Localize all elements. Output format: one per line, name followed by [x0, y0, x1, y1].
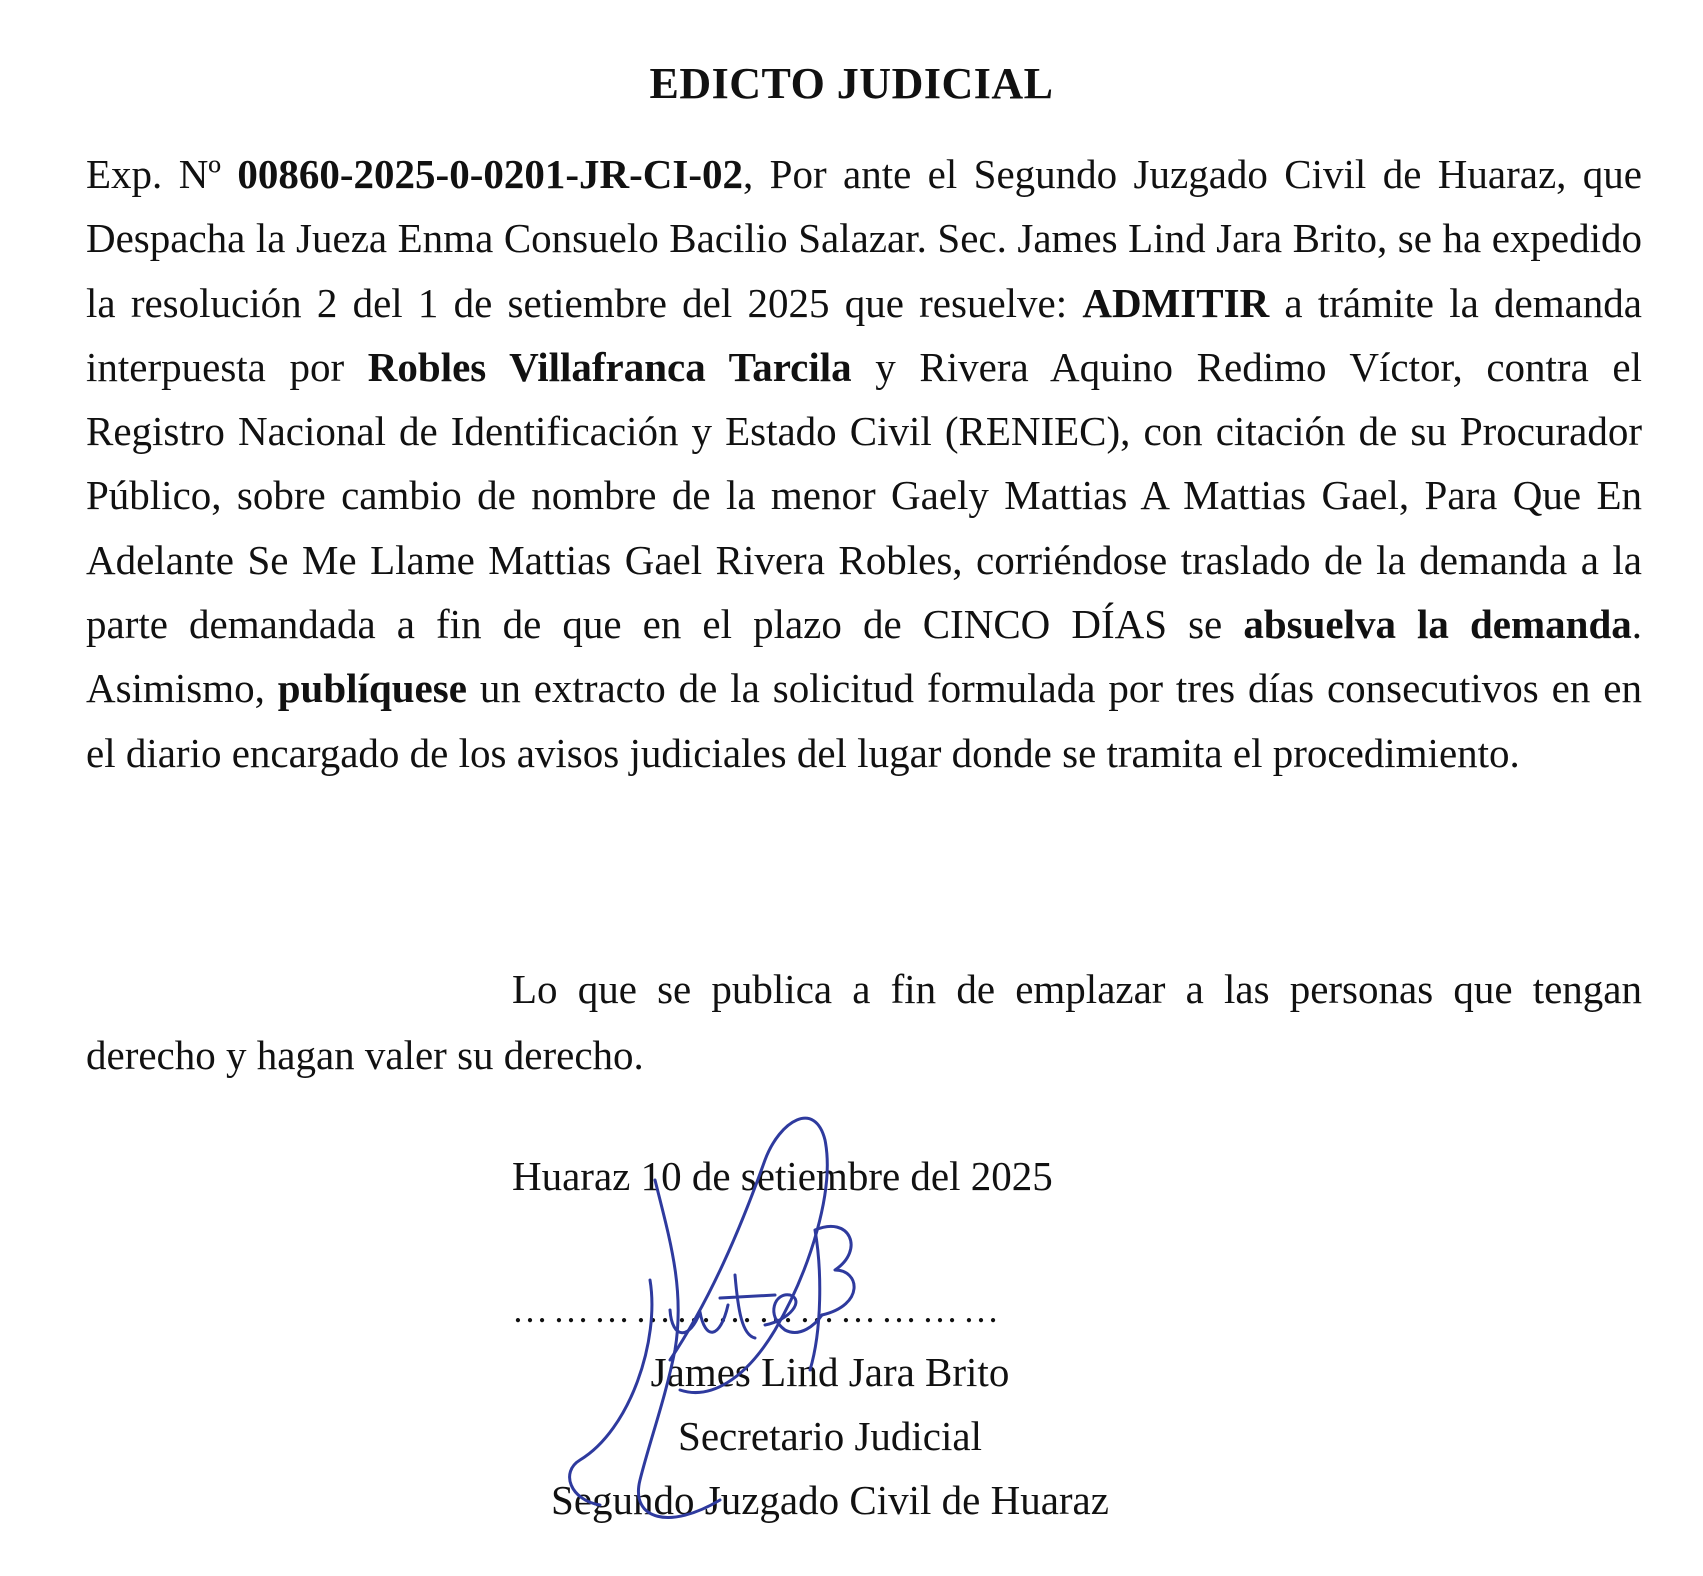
absuelva-phrase: absuelva la demanda: [1243, 601, 1632, 648]
place-date: Huaraz 10 de setiembre del 2025: [512, 1153, 1053, 1199]
body-text-1: Exp. Nº: [86, 151, 238, 197]
body-text-2: , Por ante el Segundo Juzgado Civil de Huaraz, que Despacha la Jueza Enma Consuelo Bacilio Salazar. Sec. James Lind Jara Brito, se ha expedido la resolución 2 del 1 de setiembre del 2025 que resuelve:: [86, 151, 1642, 326]
signer-name: James Lind Jara Brito: [650, 1349, 1010, 1395]
closing-paragraph: Lo que se publica a fin de emplazar a las personas que tengan derecho y hagan valer su derecho.: [86, 966, 1642, 1078]
edict-body: [86, 142, 1642, 785]
body-text-5: . Asimismo,: [86, 601, 1642, 712]
body-text-4: y Rivera Aquino Redimo Víctor, contra el Registro Nacional de Identificación y Estado Civil (RENIEC), con citación de su Procurador Público, sobre cambio de nombre de la menor Gaely Mattias A Mattias Gael, Para Que En Adelante Se Me Llame Mattias Gael Rivera Robles, corriéndose traslado de la demanda a la parte demandada a fin de que en el plazo de CINCO DÍAS se: [86, 343, 1642, 648]
plaintiff-name: Robles Villafranca Tarcila: [367, 343, 852, 390]
signature-line: ………………………………: [512, 1290, 1004, 1330]
body-text-6: un extracto de la solicitud formulada por tres días consecutivos en en el diario encargado de los avisos judiciales del lugar donde se tramita el procedimiento.: [86, 665, 1642, 776]
exp-number: 00860-2025-0-0201-JR-CI-02: [237, 151, 743, 197]
body-text-3: a trámite la demanda interpuesta por: [86, 279, 1643, 390]
signer-block: [470, 1340, 1190, 1532]
signer-office: Segundo Juzgado Civil de Huaraz: [551, 1477, 1109, 1523]
signer-role: Secretario Judicial: [678, 1413, 982, 1459]
document-title: EDICTO JUDICIAL: [649, 59, 1054, 108]
admitir-keyword: ADMITIR: [1082, 279, 1270, 326]
publiquese-keyword: publíquese: [277, 665, 467, 712]
